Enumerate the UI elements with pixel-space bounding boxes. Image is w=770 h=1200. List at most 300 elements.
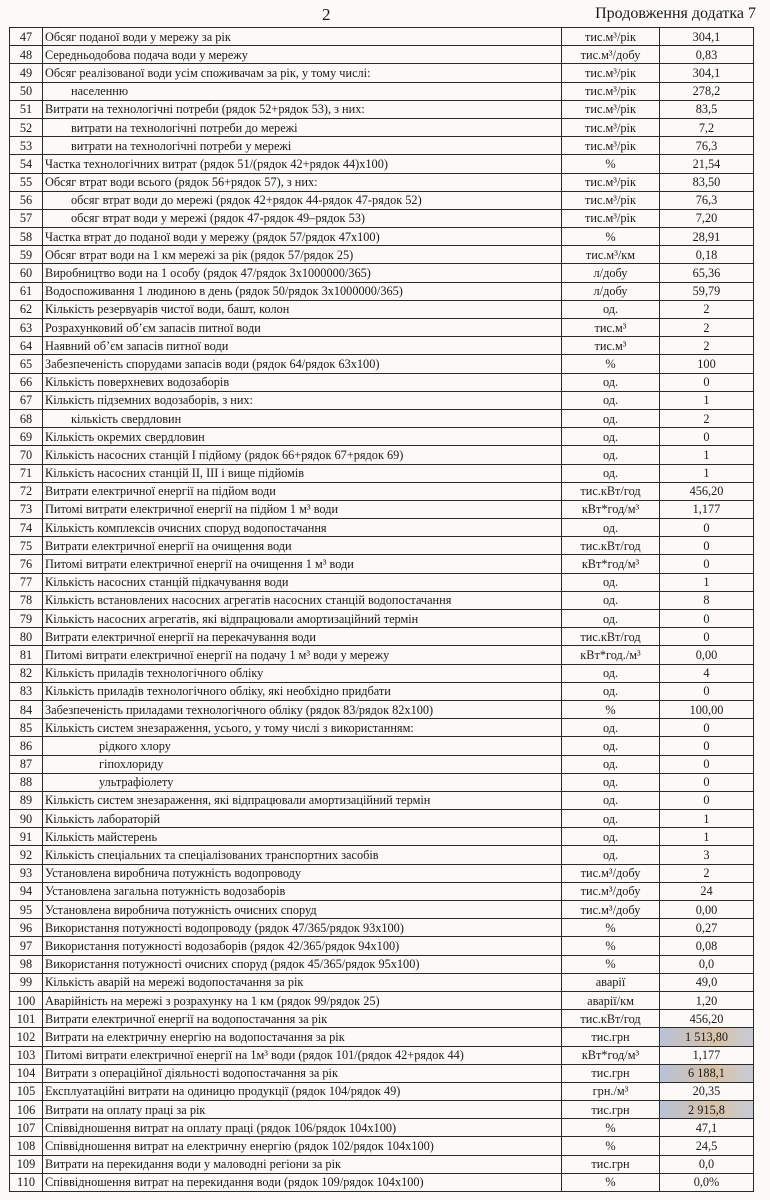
indicator-label: Кількість поверхневих водозаборів (43, 373, 562, 391)
row-number: 106 (10, 1101, 43, 1119)
unit-cell: тис.м³/рік (562, 100, 660, 118)
table-row (10, 537, 754, 555)
row-number: 64 (10, 337, 43, 355)
value-cell: 47,1 (660, 1119, 754, 1137)
unit-cell: л/добу (562, 282, 660, 300)
page-header (0, 4, 770, 26)
row-number: 61 (10, 282, 43, 300)
unit-cell: од. (562, 846, 660, 864)
row-number: 57 (10, 209, 43, 227)
indicator-label: кількість свердловин (43, 409, 562, 427)
unit-cell: од. (562, 446, 660, 464)
indicator-label: витрати на технологічні потреби до мережі (43, 118, 562, 136)
value-cell: 28,91 (660, 228, 754, 246)
row-number: 68 (10, 409, 43, 427)
row-number: 91 (10, 828, 43, 846)
table-row (10, 901, 754, 919)
unit-cell: тис.кВт/год (562, 537, 660, 555)
table-row (10, 519, 754, 537)
table-row (10, 737, 754, 755)
table-row (10, 1119, 754, 1137)
value-cell: 83,50 (660, 173, 754, 191)
indicator-label: Використання потужності водопроводу (рядок 47/365/рядок 93х100) (43, 919, 562, 937)
value-cell: 59,79 (660, 282, 754, 300)
unit-cell: % (562, 228, 660, 246)
unit-cell: кВт*год/м³ (562, 500, 660, 518)
indicator-label: Виробництво води на 1 особу (рядок 47/рядок 3х1000000/365) (43, 264, 562, 282)
table-row (10, 155, 754, 173)
value-cell: 0 (660, 719, 754, 737)
unit-cell: од. (562, 682, 660, 700)
table-row (10, 991, 754, 1009)
row-number: 84 (10, 700, 43, 718)
indicator-label: Водоспоживання 1 людиною в день (рядок 50/рядок 3х1000000/365) (43, 282, 562, 300)
table-row (10, 664, 754, 682)
unit-cell: тис.м³ (562, 337, 660, 355)
value-cell: 2 (660, 864, 754, 882)
row-number: 67 (10, 391, 43, 409)
value-cell: 65,36 (660, 264, 754, 282)
unit-cell: л/добу (562, 264, 660, 282)
row-number: 110 (10, 1173, 43, 1191)
unit-cell: тис.грн (562, 1028, 660, 1046)
unit-cell: тис.грн (562, 1155, 660, 1173)
indicator-label: Кількість аварій на мережі водопостачання за рік (43, 973, 562, 991)
table-row (10, 973, 754, 991)
indicator-label: ультрафіолету (43, 773, 562, 791)
table-row (10, 355, 754, 373)
table-row (10, 337, 754, 355)
table-row (10, 300, 754, 318)
unit-cell: од. (562, 428, 660, 446)
row-number: 52 (10, 118, 43, 136)
unit-cell: кВт*год/м³ (562, 555, 660, 573)
row-number: 89 (10, 791, 43, 809)
row-number: 70 (10, 446, 43, 464)
indicator-label: Кількість насосних агрегатів, які відпрацювали амортизаційний термін (43, 610, 562, 628)
value-cell: 0 (660, 428, 754, 446)
row-number: 77 (10, 573, 43, 591)
unit-cell: % (562, 1119, 660, 1137)
value-cell: 3 (660, 846, 754, 864)
row-number: 108 (10, 1137, 43, 1155)
row-number: 54 (10, 155, 43, 173)
table-row (10, 446, 754, 464)
indicator-label: Співвідношення витрат на оплату праці (рядок 106/рядок 104х100) (43, 1119, 562, 1137)
row-number: 93 (10, 864, 43, 882)
indicator-label: Витрати електричної енергії на підйом води (43, 482, 562, 500)
value-cell: 0,00 (660, 646, 754, 664)
table-row (10, 682, 754, 700)
unit-cell: од. (562, 810, 660, 828)
indicator-label: Кількість майстерень (43, 828, 562, 846)
table-row (10, 882, 754, 900)
table-row (10, 64, 754, 82)
unit-cell: % (562, 937, 660, 955)
table-row (10, 28, 754, 46)
table-row (10, 937, 754, 955)
table-row (10, 864, 754, 882)
value-cell: 21,54 (660, 155, 754, 173)
value-cell: 2 (660, 319, 754, 337)
indicator-label: Витрати електричної енергії на водопостачання за рік (43, 1010, 562, 1028)
indicator-label: Обсяг поданої води у мережу за рік (43, 28, 562, 46)
value-cell: 1 (660, 573, 754, 591)
table-row (10, 46, 754, 64)
indicator-label: Розрахунковий об’єм запасів питної води (43, 319, 562, 337)
unit-cell: од. (562, 373, 660, 391)
unit-cell: кВт*год./м³ (562, 646, 660, 664)
row-number: 62 (10, 300, 43, 318)
indicator-label: Кількість спеціальних та спеціалізованих транспортних засобів (43, 846, 562, 864)
indicator-label: Частка втрат до поданої води у мережу (рядок 57/рядок 47х100) (43, 228, 562, 246)
row-number: 58 (10, 228, 43, 246)
value-cell: 8 (660, 591, 754, 609)
indicator-label: Забезпеченість спорудами запасів води (рядок 64/рядок 63х100) (43, 355, 562, 373)
row-number: 69 (10, 428, 43, 446)
value-cell: 0 (660, 737, 754, 755)
value-cell: 76,3 (660, 137, 754, 155)
row-number: 72 (10, 482, 43, 500)
value-cell: 304,1 (660, 64, 754, 82)
page-number: 2 (322, 5, 331, 24)
row-number: 73 (10, 500, 43, 518)
table-row (10, 1101, 754, 1119)
unit-cell: од. (562, 591, 660, 609)
indicator-label: Установлена виробнича потужність водопроводу (43, 864, 562, 882)
value-cell: 0,18 (660, 246, 754, 264)
value-cell: 83,5 (660, 100, 754, 118)
value-cell: 0,0% (660, 1173, 754, 1191)
table-row (10, 173, 754, 191)
table-row (10, 919, 754, 937)
value-cell: 1 (660, 391, 754, 409)
value-cell: 456,20 (660, 1010, 754, 1028)
table-row (10, 1028, 754, 1046)
value-cell: 0,00 (660, 901, 754, 919)
table-row (10, 1155, 754, 1173)
row-number: 78 (10, 591, 43, 609)
indicator-label: Аварійність на мережі з розрахунку на 1 км (рядок 99/рядок 25) (43, 991, 562, 1009)
row-number: 74 (10, 519, 43, 537)
indicator-label: Співвідношення витрат на перекидання води (рядок 109/рядок 104х100) (43, 1173, 562, 1191)
row-number: 103 (10, 1046, 43, 1064)
table-row (10, 246, 754, 264)
indicator-label: Середньодобова подача води у мережу (43, 46, 562, 64)
row-number: 102 (10, 1028, 43, 1046)
table-row (10, 319, 754, 337)
row-number: 107 (10, 1119, 43, 1137)
indicator-label: Обсяг втрат води всього (рядок 56+рядок 57), з них: (43, 173, 562, 191)
table-row (10, 282, 754, 300)
indicator-label: Кількість насосних станцій II, III і вище підйомів (43, 464, 562, 482)
unit-cell: % (562, 1137, 660, 1155)
row-number: 47 (10, 28, 43, 46)
indicator-label: населенню (43, 82, 562, 100)
indicator-label: Кількість приладів технологічного обліку (43, 664, 562, 682)
indicator-label: обсяг втрат води у мережі (рядок 47-рядок 49–рядок 53) (43, 209, 562, 227)
table-row (10, 209, 754, 227)
value-cell: 0 (660, 373, 754, 391)
table-row (10, 755, 754, 773)
value-cell: 0,0 (660, 955, 754, 973)
value-cell: 0 (660, 773, 754, 791)
indicator-label: Експлуатаційні витрати на одиницю продукції (рядок 104/рядок 49) (43, 1082, 562, 1100)
row-number: 71 (10, 464, 43, 482)
unit-cell: аварії (562, 973, 660, 991)
indicator-label: Використання потужності очисних споруд (рядок 45/365/рядок 95х100) (43, 955, 562, 973)
continuation-note: Продовження додатка 7 (595, 5, 756, 22)
row-number: 88 (10, 773, 43, 791)
unit-cell: тис.м³/рік (562, 191, 660, 209)
table-row (10, 1137, 754, 1155)
table-row (10, 1082, 754, 1100)
table-row (10, 700, 754, 718)
indicator-label: Кількість насосних станцій підкачування води (43, 573, 562, 591)
unit-cell: тис.м³/рік (562, 82, 660, 100)
row-number: 105 (10, 1082, 43, 1100)
table-row (10, 391, 754, 409)
value-cell: 456,20 (660, 482, 754, 500)
indicator-label: Кількість підземних водозаборів, з них: (43, 391, 562, 409)
table-row (10, 100, 754, 118)
value-cell: 0 (660, 610, 754, 628)
table-row (10, 1010, 754, 1028)
indicator-label: Забезпеченість приладами технологічного обліку (рядок 83/рядок 82х100) (43, 700, 562, 718)
table-row (10, 828, 754, 846)
row-number: 109 (10, 1155, 43, 1173)
unit-cell: тис.м³/рік (562, 28, 660, 46)
value-cell: 0,08 (660, 937, 754, 955)
row-number: 92 (10, 846, 43, 864)
unit-cell: од. (562, 464, 660, 482)
unit-cell: тис.кВт/год (562, 1010, 660, 1028)
table-row (10, 118, 754, 136)
value-cell: 6 188,1 (660, 1064, 754, 1082)
table-row (10, 500, 754, 518)
table-row (10, 482, 754, 500)
row-number: 94 (10, 882, 43, 900)
row-number: 55 (10, 173, 43, 191)
unit-cell: % (562, 155, 660, 173)
row-number: 87 (10, 755, 43, 773)
indicator-label: Витрати електричної енергії на очищення води (43, 537, 562, 555)
row-number: 95 (10, 901, 43, 919)
value-cell: 100,00 (660, 700, 754, 718)
indicator-label: Кількість насосних станцій I підйому (рядок 66+рядок 67+рядок 69) (43, 446, 562, 464)
value-cell: 2 (660, 337, 754, 355)
unit-cell: % (562, 355, 660, 373)
value-cell: 0 (660, 755, 754, 773)
row-number: 81 (10, 646, 43, 664)
value-cell: 0,0 (660, 1155, 754, 1173)
unit-cell: од. (562, 791, 660, 809)
row-number: 104 (10, 1064, 43, 1082)
table-row (10, 228, 754, 246)
row-number: 56 (10, 191, 43, 209)
value-cell: 49,0 (660, 973, 754, 991)
indicator-label: рідкого хлору (43, 737, 562, 755)
table-row (10, 846, 754, 864)
unit-cell: од. (562, 719, 660, 737)
row-number: 59 (10, 246, 43, 264)
value-cell: 0 (660, 537, 754, 555)
indicator-label: Використання потужності водозаборів (рядок 42/365/рядок 94х100) (43, 937, 562, 955)
value-cell: 100 (660, 355, 754, 373)
unit-cell: тис.м³/рік (562, 118, 660, 136)
value-cell: 1,177 (660, 1046, 754, 1064)
unit-cell: тис.м³/км (562, 246, 660, 264)
value-cell: 20,35 (660, 1082, 754, 1100)
unit-cell: од. (562, 519, 660, 537)
table-row (10, 810, 754, 828)
row-number: 50 (10, 82, 43, 100)
value-cell: 7,2 (660, 118, 754, 136)
indicator-label: Установлена загальна потужність водозаборів (43, 882, 562, 900)
value-cell: 0 (660, 791, 754, 809)
table-row (10, 610, 754, 628)
row-number: 63 (10, 319, 43, 337)
unit-cell: од. (562, 610, 660, 628)
indicator-label: Співвідношення витрат на електричну енергію (рядок 102/рядок 104х100) (43, 1137, 562, 1155)
table-row (10, 428, 754, 446)
value-cell: 0 (660, 555, 754, 573)
unit-cell: од. (562, 391, 660, 409)
value-cell: 0,83 (660, 46, 754, 64)
indicator-label: Установлена виробнича потужність очисних споруд (43, 901, 562, 919)
indicator-label: Витрати на перекидання води у маловодні регіони за рік (43, 1155, 562, 1173)
indicator-label: Частка технологічних витрат (рядок 51/(рядок 42+рядок 44)х100) (43, 155, 562, 173)
unit-cell: од. (562, 737, 660, 755)
indicator-label: Питомі витрати електричної енергії на очищення 1 м³ води (43, 555, 562, 573)
indicator-label: Кількість систем знезараження, усього, у тому числі з використанням: (43, 719, 562, 737)
unit-cell: тис.м³/добу (562, 901, 660, 919)
value-cell: 1 (660, 810, 754, 828)
indicator-label: Кількість встановлених насосних агрегатів насосних станцій водопостачання (43, 591, 562, 609)
indicator-label: Кількість лабораторій (43, 810, 562, 828)
indicator-label: Питомі витрати електричної енергії на підйом 1 м³ води (43, 500, 562, 518)
table-row (10, 646, 754, 664)
indicator-label: Кількість комплексів очисних споруд водопостачання (43, 519, 562, 537)
unit-cell: тис.м³/рік (562, 64, 660, 82)
row-number: 79 (10, 610, 43, 628)
unit-cell: тис.м³ (562, 319, 660, 337)
indicator-label: Питомі витрати електричної енергії на 1м³ води (рядок 101/(рядок 42+рядок 44) (43, 1046, 562, 1064)
value-cell: 24 (660, 882, 754, 900)
value-cell: 7,20 (660, 209, 754, 227)
unit-cell: од. (562, 409, 660, 427)
unit-cell: тис.кВт/год (562, 482, 660, 500)
value-cell: 1 (660, 464, 754, 482)
indicator-label: Обсяг втрат води на 1 км мережі за рік (рядок 57/рядок 25) (43, 246, 562, 264)
unit-cell: од. (562, 300, 660, 318)
unit-cell: тис.м³/добу (562, 46, 660, 64)
row-number: 49 (10, 64, 43, 82)
row-number: 100 (10, 991, 43, 1009)
table-row (10, 773, 754, 791)
row-number: 98 (10, 955, 43, 973)
indicator-label: витрати на технологічні потреби у мережі (43, 137, 562, 155)
indicator-label: Витрати на оплату праці за рік (43, 1101, 562, 1119)
unit-cell: тис.грн (562, 1101, 660, 1119)
value-cell: 1,177 (660, 500, 754, 518)
row-number: 51 (10, 100, 43, 118)
value-cell: 1 (660, 828, 754, 846)
row-number: 101 (10, 1010, 43, 1028)
indicator-label: Кількість окремих свердловин (43, 428, 562, 446)
row-number: 97 (10, 937, 43, 955)
table-row (10, 573, 754, 591)
unit-cell: тис.м³/добу (562, 864, 660, 882)
row-number: 66 (10, 373, 43, 391)
row-number: 80 (10, 628, 43, 646)
indicator-label: Кількість приладів технологічного обліку, які необхідно придбати (43, 682, 562, 700)
table-row (10, 464, 754, 482)
table-row (10, 791, 754, 809)
indicators-table-body (10, 28, 754, 1192)
row-number: 65 (10, 355, 43, 373)
unit-cell: тис.м³/рік (562, 173, 660, 191)
value-cell: 76,3 (660, 191, 754, 209)
value-cell: 2 (660, 300, 754, 318)
indicator-label: Питомі витрати електричної енергії на подачу 1 м³ води у мережу (43, 646, 562, 664)
value-cell: 0 (660, 682, 754, 700)
unit-cell: од. (562, 773, 660, 791)
row-number: 82 (10, 664, 43, 682)
table-row (10, 191, 754, 209)
indicator-label: Наявний об’єм запасів питної води (43, 337, 562, 355)
value-cell: 2 (660, 409, 754, 427)
value-cell: 1,20 (660, 991, 754, 1009)
unit-cell: кВт*год/м³ (562, 1046, 660, 1064)
table-row (10, 955, 754, 973)
value-cell: 1 (660, 446, 754, 464)
unit-cell: аварії/км (562, 991, 660, 1009)
table-row (10, 591, 754, 609)
indicators-table (9, 27, 754, 1192)
indicator-label: Витрати електричної енергії на перекачування води (43, 628, 562, 646)
value-cell: 0,27 (660, 919, 754, 937)
row-number: 90 (10, 810, 43, 828)
indicator-label: Кількість резервуарів чистої води, башт, колон (43, 300, 562, 318)
row-number: 60 (10, 264, 43, 282)
unit-cell: тис.грн (562, 1064, 660, 1082)
value-cell: 278,2 (660, 82, 754, 100)
row-number: 48 (10, 46, 43, 64)
value-cell: 304,1 (660, 28, 754, 46)
unit-cell: тис.кВт/год (562, 628, 660, 646)
row-number: 86 (10, 737, 43, 755)
table-row (10, 137, 754, 155)
value-cell: 4 (660, 664, 754, 682)
value-cell: 1 513,80 (660, 1028, 754, 1046)
indicator-label: Обсяг реалізованої води усім споживачам за рік, у тому числі: (43, 64, 562, 82)
row-number: 96 (10, 919, 43, 937)
table-row (10, 82, 754, 100)
table-row (10, 719, 754, 737)
unit-cell: % (562, 919, 660, 937)
unit-cell: % (562, 955, 660, 973)
unit-cell: тис.м³/рік (562, 137, 660, 155)
table-row (10, 1046, 754, 1064)
table-row (10, 628, 754, 646)
row-number: 76 (10, 555, 43, 573)
indicator-label: обсяг втрат води до мережі (рядок 42+рядок 44-рядок 47-рядок 52) (43, 191, 562, 209)
row-number: 53 (10, 137, 43, 155)
unit-cell: % (562, 1173, 660, 1191)
table-row (10, 1173, 754, 1191)
value-cell: 0 (660, 628, 754, 646)
